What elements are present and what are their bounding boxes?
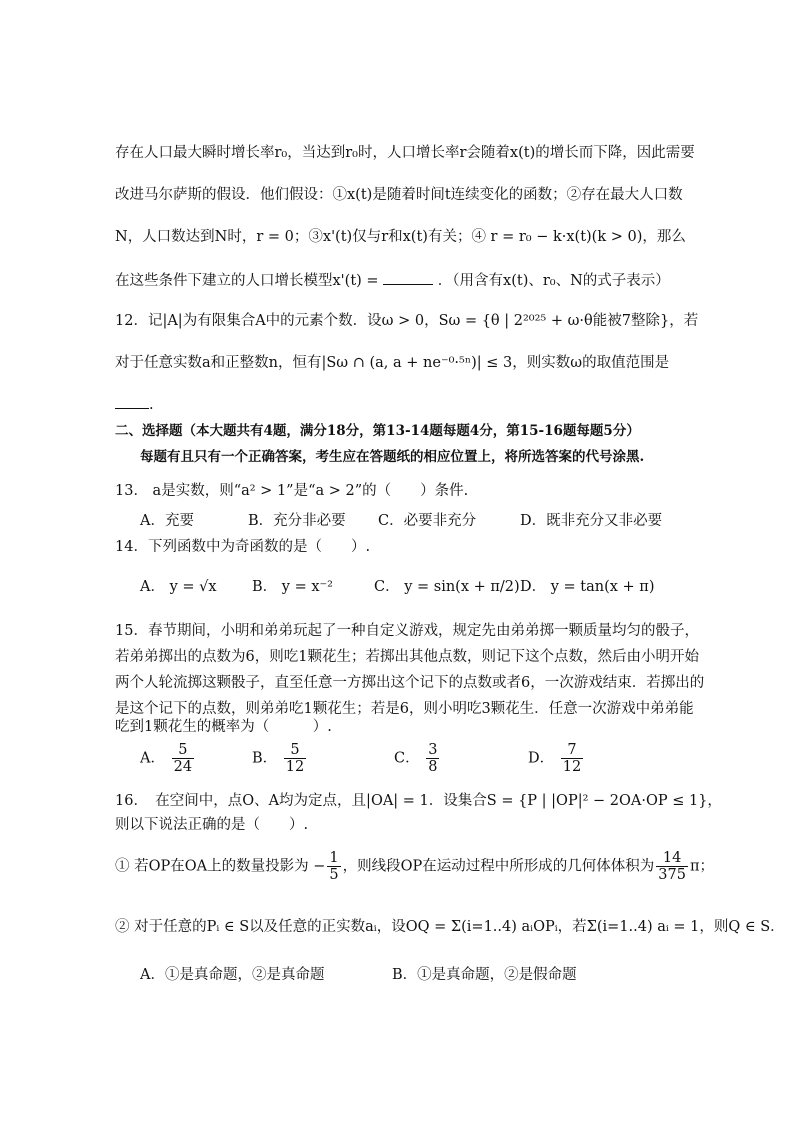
q14-option-a[interactable]: A． y = √x — [140, 579, 217, 595]
q13-option-d[interactable]: D．既非充分又非必要 — [520, 513, 663, 529]
q15-option-c[interactable] — [394, 742, 441, 775]
q16-statement-1-mid: ，则线段OP在运动过程中所形成的几何体体积为 — [342, 858, 655, 875]
q11-line-3: N，人口数达到N时，r = 0；③x'(t)仅与r和x(t)有关；④ r = r₀ − k·x(t)(k > 0)，那么 — [115, 229, 686, 245]
q16-option-a[interactable]: A．①是真命题，②是真命题 — [140, 967, 325, 983]
q16-statement-2: ② 对于任意的Pᵢ ∈ S以及任意的正实数aᵢ，设OQ = Σ(i=1..4) aᵢOPᵢ，若Σ(i=1..4) aᵢ = 1，则Q ∈ S． — [115, 919, 785, 935]
q16-line-2: 则以下说法正确的是（ ）. — [115, 817, 309, 833]
q12-answer-blank[interactable] — [115, 394, 149, 409]
q15-option-b-fraction — [284, 742, 306, 775]
q16-statement-1-tail: π； — [689, 858, 714, 875]
q13-option-a[interactable]: A．充要 — [140, 513, 194, 529]
minus-sign: − — [313, 858, 326, 875]
q14-stem: 14．下列函数中为奇函数的是（ ）. — [115, 539, 371, 555]
q15-line-2: 若弟弟掷出的点数为6，则吃1颗花生；若掷出其他点数，则记下这个点数，然后由小明开始 — [115, 649, 699, 665]
q16-line-1: 16． 在空间中，点O、A均为定点，且|OA| = 1．设集合S = {P | |OP|² − 2OA·OP ≤ 1}， — [115, 793, 722, 809]
q15-line-1: 15．春节期间，小明和弟弟玩起了一种自定义游戏，规定先由弟弟掷一颗质量均匀的骰子， — [115, 623, 699, 639]
q16-option-b[interactable]: B．①是真命题，②是假命题 — [392, 967, 577, 983]
q15-option-b[interactable] — [252, 742, 308, 775]
q15-option-c-den: 8 — [428, 759, 438, 775]
q11-line-4 — [115, 270, 670, 290]
q14-option-c[interactable]: C． y = sin(x + π/2) — [374, 579, 520, 595]
q12-line-1: 12．记|A|为有限集合A中的元素个数．设ω > 0，Sω = {θ | 2²⁰²⁵ + ω·θ能被7整除}，若 — [115, 313, 699, 329]
q16-projection-fraction — [327, 850, 340, 883]
q15-option-a-den: 24 — [173, 759, 193, 775]
q11-line-1: 存在人口最大瞬时增长率r₀，当达到r₀时，人口增长率r会随着x(t)的增长而下降，因此需要 — [115, 145, 695, 161]
q15-option-b-num: 5 — [284, 742, 306, 759]
q15-option-b-den: 12 — [285, 759, 305, 775]
q12-line-3 — [115, 394, 154, 414]
q14-option-b[interactable]: B． y = x⁻² — [252, 579, 333, 595]
q11-line-4-text: 在这些条件下建立的人口增长模型x'(t) = — [115, 273, 379, 289]
q16-volume-den: 375 — [658, 867, 686, 883]
q15-option-c-fraction — [426, 742, 439, 775]
q15-option-a-num: 5 — [172, 742, 194, 759]
section-2-title: 二、选择题（本大题共有4题，满分18分，第13-14题每题4分，第15-16题每题5分） — [115, 423, 640, 439]
q15-option-d-num: 7 — [561, 742, 583, 759]
q12-line-3-tail: . — [149, 397, 154, 413]
q11-line-4-tail: ．（用含有x(t)、r₀、N的式子表示） — [437, 273, 670, 289]
q12-line-2: 对于任意实数a和正整数n，恒有|Sω ∩ (a, a + ne⁻⁰·⁵ⁿ)| ≤ 3，则实数ω的取值范围是 — [115, 355, 670, 371]
q11-answer-blank[interactable] — [383, 270, 433, 285]
q16-statement-1 — [115, 850, 714, 883]
q14-option-d[interactable]: D． y = tan(x + π) — [520, 579, 655, 595]
q15-line-5: 吃到1颗花生的概率为（ ）. — [115, 719, 332, 735]
q15-option-a-fraction — [172, 742, 194, 775]
section-2-note: 每题有且只有一个正确答案，考生应在答题纸的相应位置上，将所选答案的代号涂黑. — [140, 449, 645, 465]
q13-stem: 13． a是实数，则“a² > 1”是“a > 2”的（ ）条件. — [115, 483, 469, 499]
q13-option-b[interactable]: B．充分非必要 — [248, 513, 346, 529]
q13-option-c[interactable]: C．必要非充分 — [378, 513, 477, 529]
q15-line-3: 两个人轮流掷这颗骰子，直至任意一方掷出这个记下的点数或者6，一次游戏结束．若掷出的 — [115, 675, 705, 691]
q15-option-d[interactable] — [528, 742, 585, 775]
q15-option-a-label: A． — [140, 750, 165, 767]
q15-line-4: 是这个记下的点数，则弟弟吃1颗花生；若是6，则小明吃3颗花生．任意一次游戏中弟弟能 — [115, 701, 694, 717]
q11-line-2: 改进马尔萨斯的假设．他们假设：①x(t)是随着时间t连续变化的函数；②存在最大人口数 — [115, 187, 683, 203]
q15-option-d-fraction — [561, 742, 583, 775]
q16-projection-den: 5 — [329, 867, 339, 883]
q15-option-c-label: C． — [394, 750, 420, 767]
q15-option-a[interactable] — [140, 742, 196, 775]
q15-option-b-label: B． — [252, 750, 278, 767]
q16-projection-num: 1 — [329, 850, 339, 866]
q16-volume-fraction — [656, 850, 688, 883]
q16-statement-1-text: ① 若OP在OA上的数量投影为 — [115, 858, 309, 875]
q16-volume-num: 14 — [656, 850, 688, 867]
q15-option-d-label: D． — [528, 750, 555, 767]
q15-option-c-num: 3 — [428, 742, 438, 758]
q15-option-d-den: 12 — [562, 759, 582, 775]
